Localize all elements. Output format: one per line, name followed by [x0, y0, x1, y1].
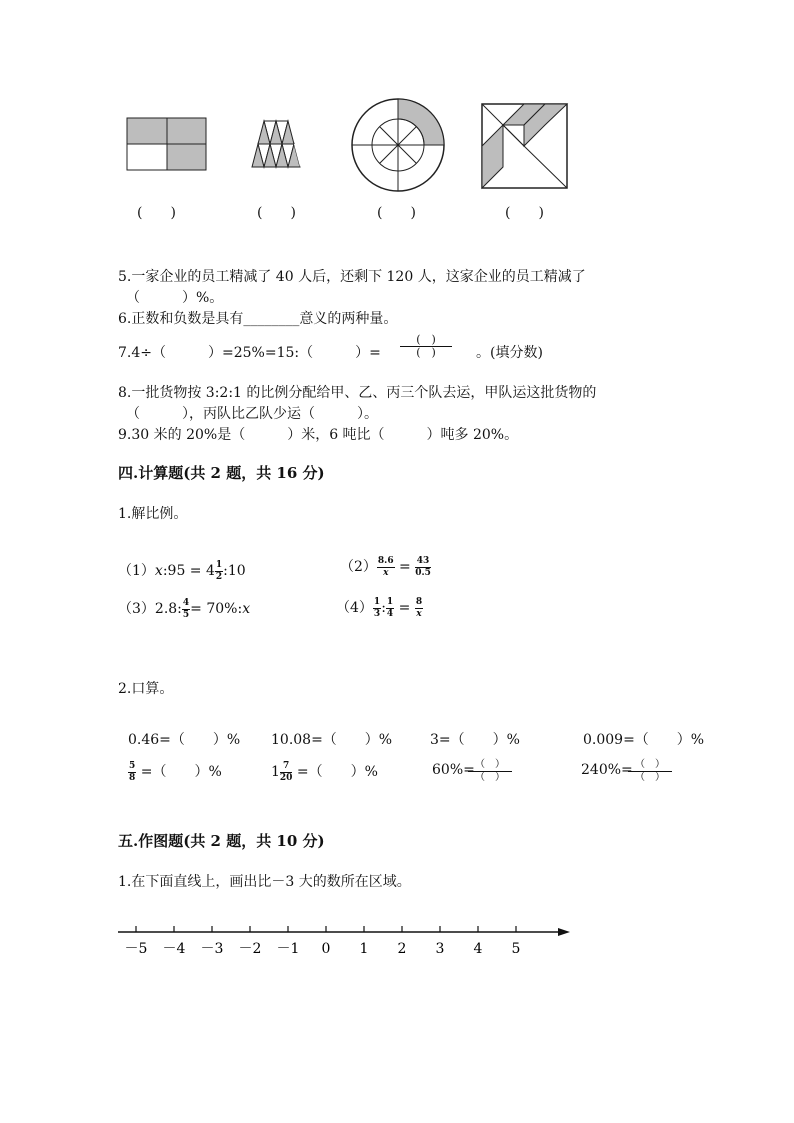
q6-text: 6.正数和负数是具有________意义的两种量。	[118, 311, 398, 327]
mental-math-3: 3=（ ）%	[430, 732, 520, 748]
proportion-2-eq: =	[399, 559, 411, 575]
section4-heading: 四.计算题(共 2 题，共 16 分)	[118, 464, 325, 482]
proportion-1-label: （1）	[118, 563, 155, 579]
proportion-4-frac-3: $\frac{8}{x}$	[415, 596, 423, 619]
proportion-4-frac-1: $\frac{1}{3}$	[373, 596, 381, 619]
s5-p1-title: 1.在下面直线上，画出比－3 大的数所在区域。	[118, 874, 411, 890]
proportion-2-frac-right: $\frac{43}{0.5}$	[415, 555, 431, 578]
q7-left: 7.4÷（ ）=25%=15:（ ）=	[118, 345, 381, 361]
number-line-label: 1	[359, 941, 369, 957]
number-line-label: －2	[238, 941, 262, 957]
proportion-4-eq: =	[398, 600, 411, 616]
mental-math-6-whole: 1	[271, 764, 280, 780]
figure-3-blank[interactable]: ( )	[377, 205, 416, 221]
proportion-3-label: （3）	[118, 601, 155, 617]
q5-line2: （ ）%。	[126, 290, 224, 306]
proportion-4-colon: :	[381, 600, 386, 616]
mental-math-6-rest: =（ ）%	[296, 764, 378, 780]
number-line-label: －4	[162, 941, 186, 957]
mental-math-5-rest: =（ ）%	[140, 764, 222, 780]
figure-2-blank[interactable]: ( )	[257, 205, 296, 221]
figure-4-blank[interactable]: ( )	[505, 205, 544, 221]
proportion-3-x: x	[242, 601, 251, 617]
figure-circle-rings	[350, 97, 446, 193]
mental-math-7-den: （ ）	[475, 772, 505, 783]
number-line-label: －3	[200, 941, 224, 957]
number-line-label: 2	[397, 941, 407, 957]
proportion-3	[118, 598, 250, 620]
number-line-label: 0	[321, 941, 331, 957]
proportion-3-fraction: $\frac{4}{5}$	[182, 597, 190, 620]
s4-p1-title: 1.解比例。	[118, 506, 188, 522]
mental-math-6	[271, 761, 378, 783]
proportion-1-fraction: $\frac{1}{2}$	[215, 559, 223, 582]
mental-math-1: 0.46=（ ）%	[128, 732, 241, 748]
proportion-4-frac-2: $\frac{1}{4}$	[386, 596, 394, 619]
mental-math-2: 10.08=（ ）%	[271, 732, 393, 748]
proportion-1	[118, 560, 246, 582]
mental-math-8-label: 240%=	[581, 762, 633, 778]
proportion-2	[340, 556, 431, 578]
proportion-3-mid: = 70%:	[190, 601, 243, 617]
mental-math-8	[581, 762, 633, 778]
figure-1-blank[interactable]: ( )	[137, 205, 176, 221]
q5-line1: 5.一家企业的员工精减了 40 人后，还剩下 120 人，这家企业的员工精减了	[118, 269, 586, 285]
figure-trapezoid-triangles	[240, 120, 324, 170]
number-line-label: －5	[124, 941, 148, 957]
q7-frac-denominator: ( )	[416, 346, 436, 359]
proportion-4-label: （4）	[336, 600, 373, 616]
proportion-2-frac-left: $\frac{8.6}{x}$	[377, 555, 394, 578]
number-line[interactable]	[118, 922, 578, 962]
proportion-2-label: （2）	[340, 559, 377, 575]
mental-math-8-blank[interactable]	[628, 759, 672, 784]
mental-math-5	[128, 761, 222, 783]
number-line-label: 4	[473, 941, 483, 957]
number-line-label: －1	[276, 941, 300, 957]
q8-line1: 8.一批货物按 3:2:1 的比例分配给甲、乙、丙三个队去运，甲队运这批货物的	[118, 385, 597, 401]
section5-heading: 五.作图题(共 2 题，共 10 分)	[118, 832, 325, 850]
proportion-4	[336, 597, 423, 619]
mental-math-5-fraction: $\frac{5}{8}$	[129, 760, 136, 783]
number-line-label: 3	[435, 941, 445, 957]
figure-rectangle-quarters	[126, 117, 208, 171]
mental-math-7-blank[interactable]	[468, 759, 512, 784]
proportion-3-pre: 2.8:	[154, 601, 182, 617]
mental-math-7-num: （ ）	[468, 759, 512, 772]
number-line-arrow	[558, 928, 570, 936]
mental-math-6-fraction: $\frac{7}{20}$	[279, 760, 293, 783]
figure-tangram-square	[481, 103, 569, 189]
number-line-label: 5	[511, 941, 521, 957]
q7-blank-fraction[interactable]	[400, 334, 452, 359]
q9-text: 9.30 米的 20%是（ ）米，6 吨比（ ）吨多 20%。	[118, 427, 519, 443]
mental-math-8-den: （ ）	[635, 772, 665, 783]
q7-right: 。(填分数)	[476, 345, 543, 361]
proportion-1-mid: :95 = 4	[162, 563, 215, 579]
proportion-1-end: :10	[223, 563, 246, 579]
mental-math-7-label: 60%=	[432, 762, 475, 778]
q7-frac-numerator: ( )	[400, 334, 452, 347]
mental-math-4: 0.009=（ ）%	[583, 732, 705, 748]
mental-math-8-num: （ ）	[628, 759, 672, 772]
proportion-1-x: x	[154, 563, 163, 579]
q8-line2: （ ），丙队比乙队少运（ ）。	[126, 406, 378, 422]
s4-p2-title: 2.口算。	[118, 681, 174, 697]
